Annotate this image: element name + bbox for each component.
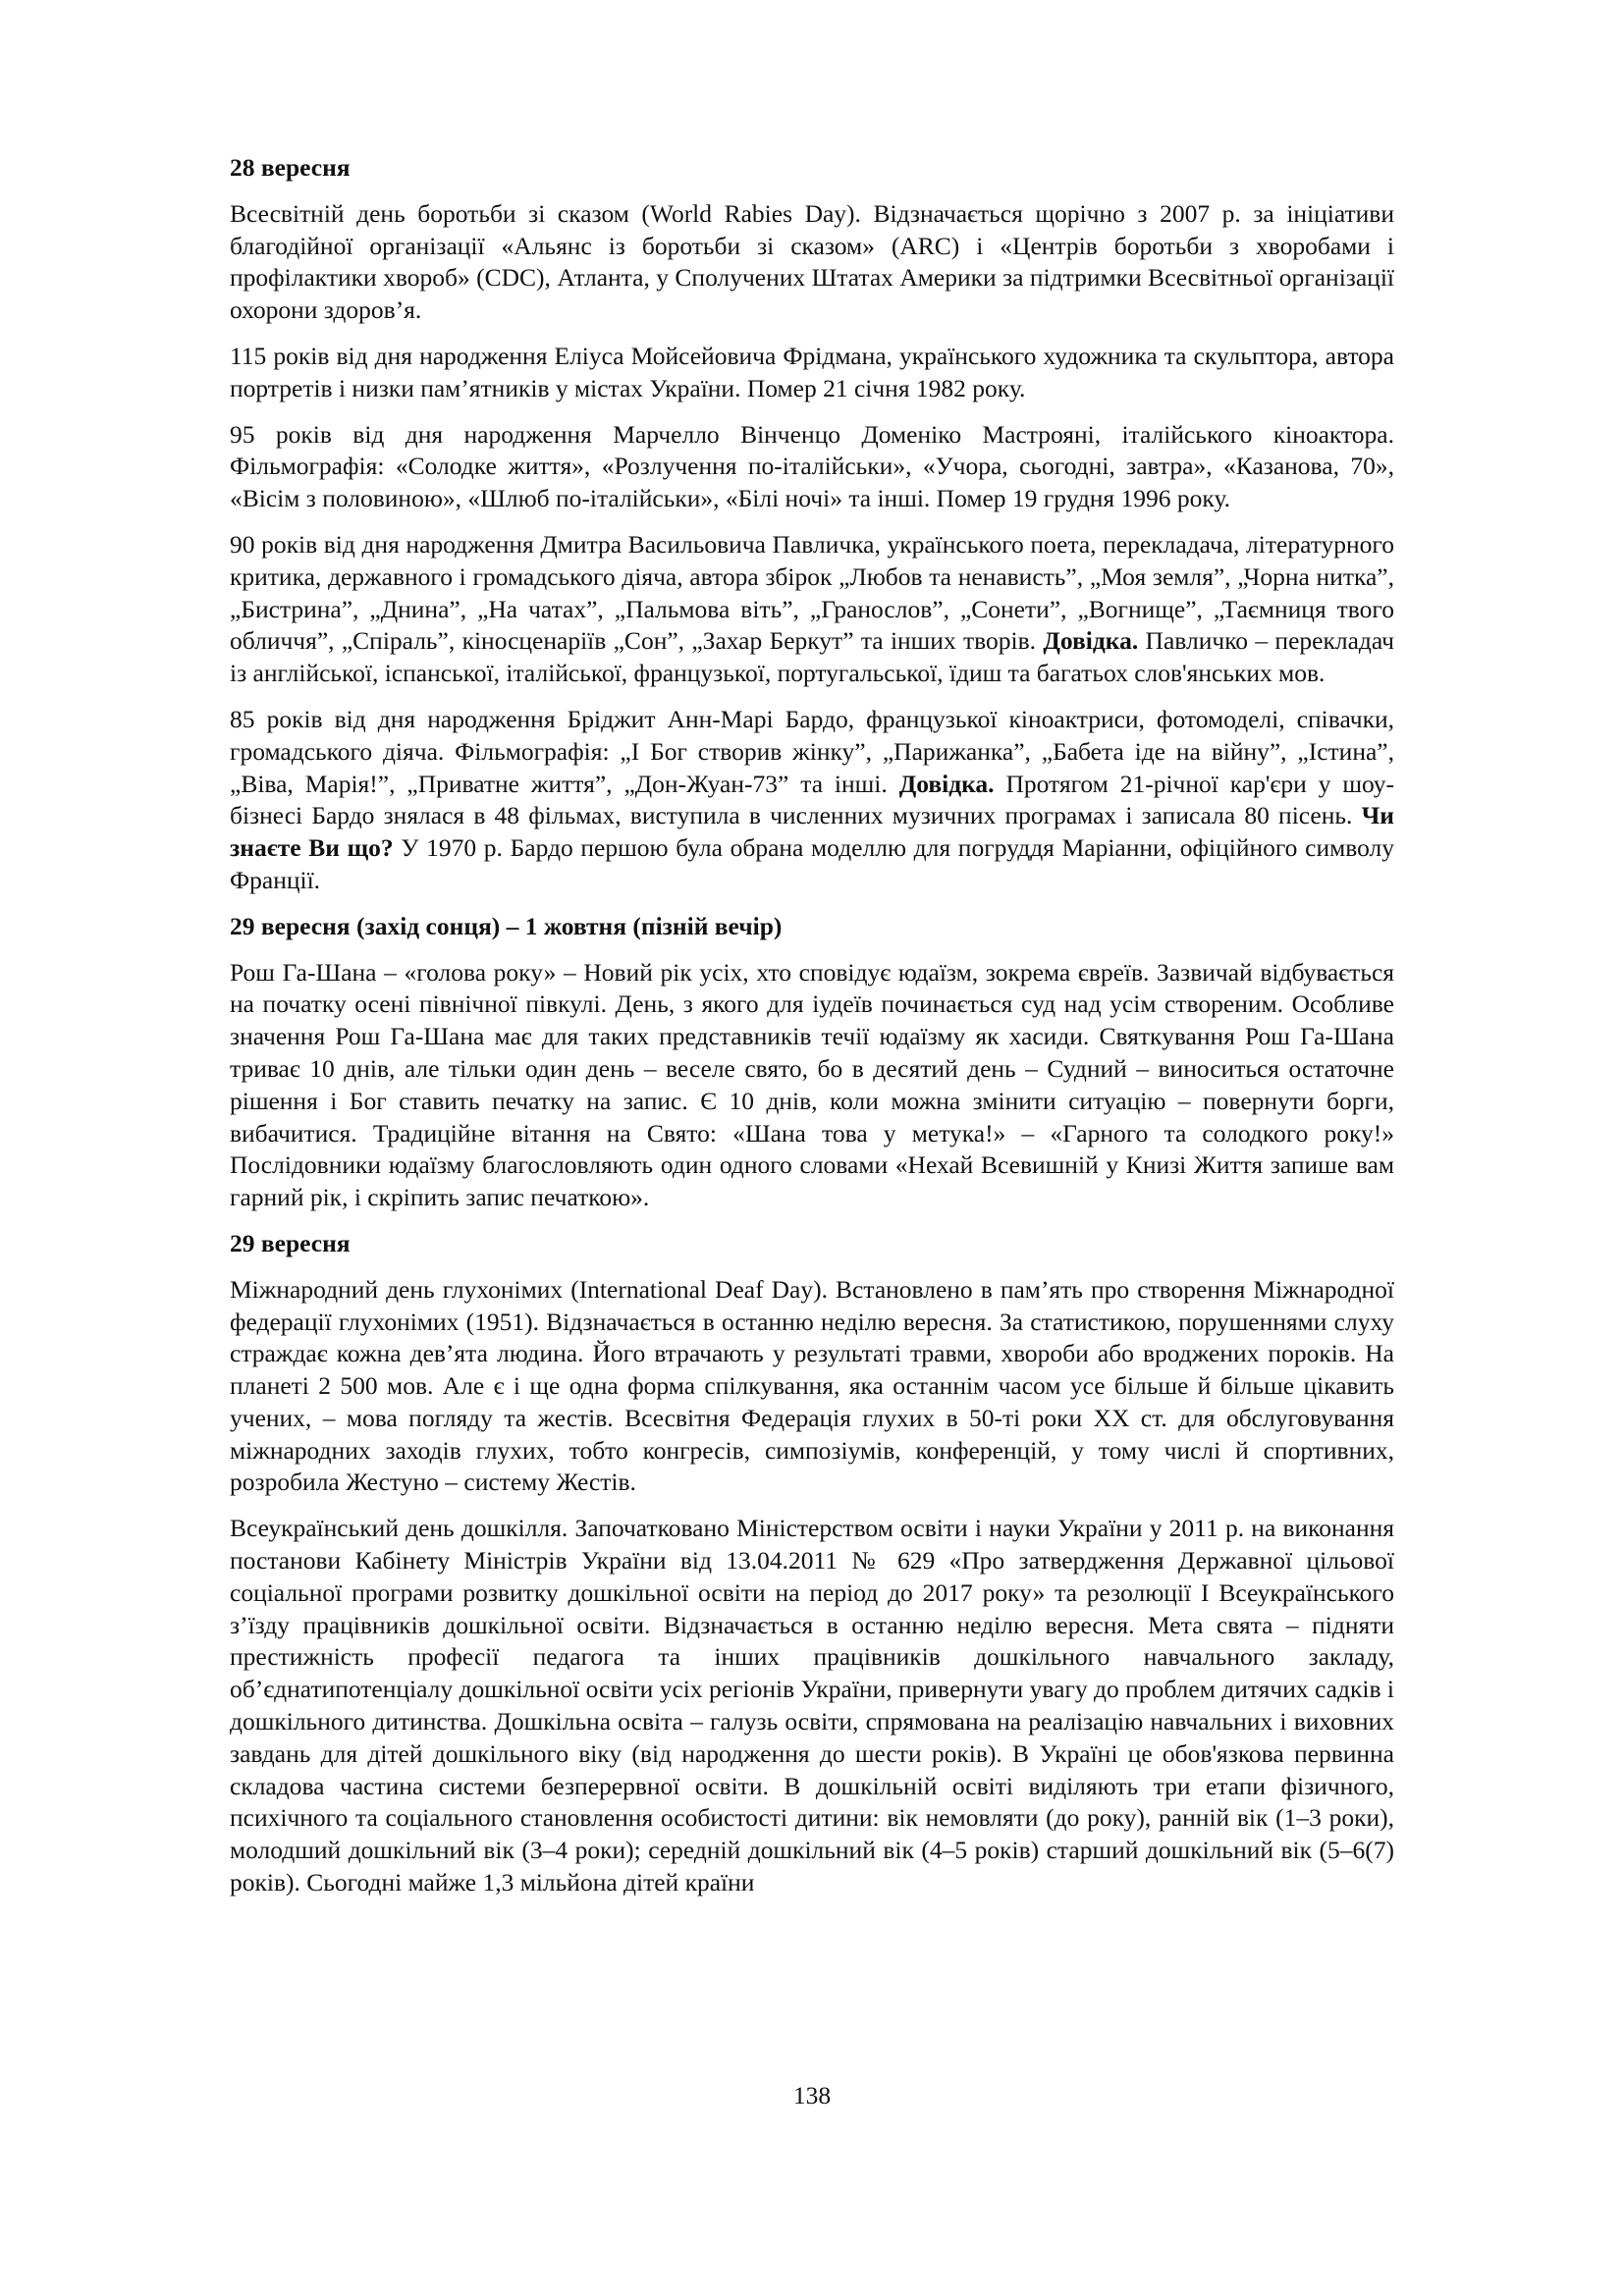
document-page [230, 152, 1394, 1913]
text-run: Рош Га-Шана – «голова року» – Новий рік усіх, хто сповідує юдаїзм, зокрема євреїв. Зазвичай відбувається на початку осені північної півкулі. День, з якого для іудеїв починається суд над усім створеним. Особливе значення Рош Га-Шана має для таких представників течії юдаїзму як хасиди. Святкування Рош Га-Шана триває 10 днів, але тільки один день – веселе свято, бо в десятий день – Судний – виноситься остаточне рішення і Бог ставить печатку на запис. Є 10 днів, коли можна змінити ситуацію – повернути борги, вибачитися. Традиційне вітання на Свято: «Шана това у метука!» – «Гарного та солодкого року!» Послідовники юдаїзму благословляють один одного словами «Нехай Всевишній у Книзі Життя запише вам гарний рік, і скріпить запис печаткою». [230, 957, 1394, 1212]
text-run: У 1970 р. Бардо першою була обрана моделлю для погруддя Маріанни, офіційного символу Франції. [230, 833, 1394, 894]
text-run: Протягом 21-річної кар'єри у шоу-бізнесі Бардо знялася в 48 фільмах, виступила в численних музичних програмах і записала 80 пісень. [230, 769, 1395, 830]
paragraph [230, 957, 1394, 1214]
text-run: 90 років від дня народження Дмитра Васильовича Павличка, українського поета, перекладача, літературного критика, державного і громадського діяча, автора збірок „Любов та ненависть”, „Моя земля”, „Чорна нитка”, „Бистрина”, „Днина”, „На чатах”, „Пальмова віть”, „Гранослов”, „Сонети”, „Вогнище”, „Таємниця твого обличчя”, „Спіраль”, кіносценаріїв „Сон”, „Захар Беркут” та інших творів. [230, 529, 1394, 656]
page-number: 138 [792, 2081, 832, 2109]
bold-run: Довідка. [898, 769, 995, 798]
section-heading: 29 вересня (захід сонця) – 1 жовтня (пізній вечір) [230, 911, 783, 940]
text-run: Всесвітній день боротьби зі сказом (World Rabies Day). Відзначається щорічно з 2007 р. за ініціативи благодійної організації «Альянс із боротьби зі сказом» (ARC) і «Центрів боротьби з хворобами і профілактики хвороб» (CDC), Атланта, у Сполучених Штатах Америки за підтримки Всесвітньої організації охорони здоров’я. [230, 198, 1394, 325]
section-heading: 28 вересня [230, 153, 351, 182]
bold-run: Чи знаєте Ви що? [230, 801, 1394, 863]
text-run: Павличко – перекладач із англійської, іспанської, італійської, французької, португальської, їдиш та багатьох слов'янських мов. [230, 626, 1394, 688]
text-run: Міжнародний день глухонімих (International Deaf Day). Встановлено в пам’ять про створення Міжнародної федерації глухонімих (1951). Відзначається в останню неділю вересня. За статистикою, порушеннями слуху страждає кожна дев’ята людина. Його втрачають у результаті травми, хвороби або вроджених пороків. На планеті 2 500 мов. Але є і ще одна форма спілкування, яка останнім часом усе більше й більше цікавить учених, – мова погляду та жестів. Всесвітня Федерація глухих в 50-ті роки XX ст. для обслуговування міжнародних заходів глухих, тобто конгресів, симпозіумів, конференцій, у тому числі й спортивних, розробила Жестуно – систему Жестів. [230, 1274, 1394, 1497]
section-rosh-hashanah [230, 911, 1394, 1214]
text-run: 95 років від дня народження Марчелло Вінченцо Доменіко Мастрояні, італійського кіноактора. Фільмографія: «Солодке життя», «Розлучення по-італійськи», «Учора, сьогодні, завтра», «Казанова, 70», «Вісім з половиною», «Шлюб по-італійськи», «Білі ночі» та інші. Помер 19 грудня 1996 року. [230, 419, 1394, 513]
bold-run: Довідка. [1043, 626, 1139, 656]
text-run: Всеукраїнський день дошкілля. Започатковано Міністерством освіти і науки України у 2011 р. на виконання постанови Кабінету Міністрів України від 13.04.2011 № 629 «Про затвердження Державної цільової соціальної програми розвитку дошкільної освіти на період до 2017 року» та резолюції І Всеукраїнського з’їзду працівників дошкільної освіти. Відзначається в останню неділю вересня. Мета свята – підняти престижність професії педагога та інших працівників дошкільного навчального закладу, об’єднатипотенціалу дошкільної освіти усіх регіонів України, привернути увагу до проблем дитячих садків і дошкільного дитинства. Дошкільна освіта – галузь освіти, спрямована на реалізацію навчальних і виховних завдань для дітей дошкільного віку (від народження до шести років). В Україні це обов'язкова первинна складова частина системи безперервної освіти. В дошкільній освіті виділяють три етапи фізичного, психічного та соціального становлення особистості дитини: вік немовляти (до року), ранній вік (1–3 роки), молодший дошкільний вік (3–4 роки); середній дошкільний вік (4–5 років) старший дошкільний вік (5–6(7) років). Сьогодні майже 1,3 мільйона дітей країни [230, 1514, 1394, 1897]
paragraph [230, 704, 1394, 897]
paragraph [230, 1274, 1394, 1500]
paragraph [230, 198, 1394, 327]
paragraph [230, 529, 1394, 690]
section-heading: 29 вересня [230, 1228, 351, 1257]
section-sept-29 [230, 1228, 1394, 1899]
paragraph [230, 1513, 1394, 1899]
paragraph [230, 341, 1394, 405]
paragraph [230, 419, 1394, 515]
text-run: 115 років від дня народження Еліуса Мойсейовича Фрідмана, українського художника та скульптора, автора портретів і низки пам’ятників у містах України. Помер 21 січня 1982 року. [230, 341, 1394, 402]
section-sept-28 [230, 152, 1394, 897]
text-run: 85 років від дня народження Бріджит Анн-Марі Бардо, французької кіноактриси, фотомоделі, співачки, громадського діяча. Фільмографія: „І Бог створив жінку”, „Парижанка”, „Бабета іде на війну”, „Істина”, „Віва, Марія!”, „Приватне життя”, „Дон-Жуан-73” та інші. [230, 704, 1394, 798]
